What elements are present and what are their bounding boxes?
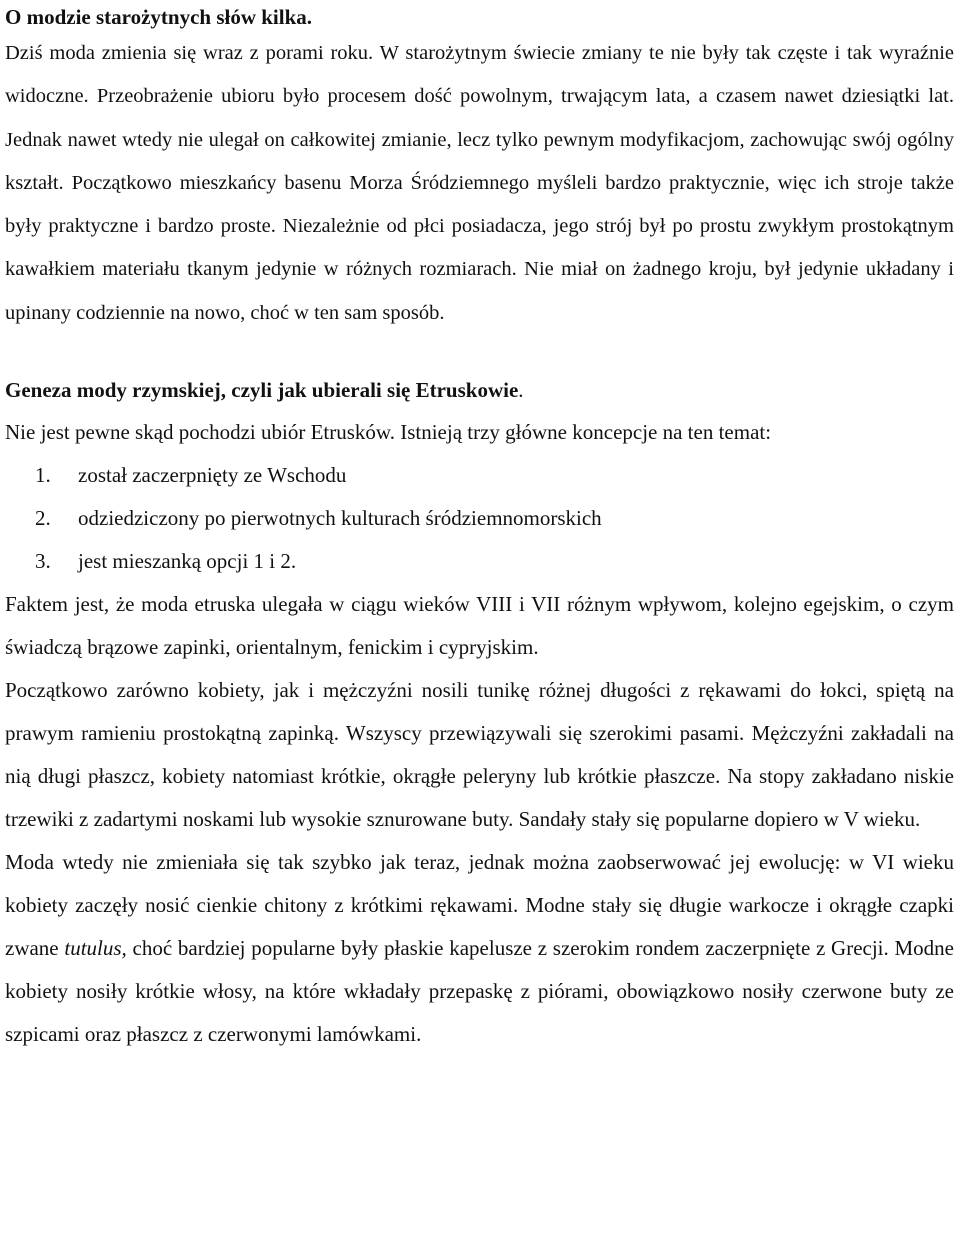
term-tutulus: tutulus,: [64, 936, 127, 961]
concepts-list: [5, 454, 954, 583]
list-item-number: 3.: [35, 549, 51, 574]
section1-title: O modzie starożytnych słów kilka.: [5, 5, 313, 29]
paragraph-clothing: Początkowo zarówno kobiety, jak i mężczyźni nosili tunikę różnej długości z rękawami do łokci, spiętą na prawym ramieniu prostokątną zapinką. Wszyscy przewiązywali się szerokimi pasami. Mężczyźni zakładali na nią długi płaszcz, kobiety natomiast krótkie, okrągłe peleryny lub krótkie płaszcze. Na stopy zakładano niskie trzewiki z zadartymi noskami lub wysokie sznurowane buty. Sandały stały się popularne dopiero w V wieku.: [5, 678, 954, 832]
section1-paragraph: Dziś moda zmienia się wraz z porami roku. W starożytnym świecie zmiany te nie były tak częste i tak wyraźnie widoczne. Przeobrażenie ubioru było procesem dość powolnym, trwającym lata, a czasem nawet dziesiątki lat. Jednak nawet wtedy nie ulegał on całkowitej zmianie, lecz tylko pewnym modyfikacjom, zachowując swój ogólny kształt. Początkowo mieszkańcy basenu Morza Śródziemnego myśleli bardzo praktycznie, więc ich stroje także były praktyczne i bardzo proste. Niezależnie od płci posiadacza, jego strój był po prostu zwykłym prostokątnym kawałkiem materiału tkanym jedynie w różnych rozmiarach. Nie miał on żadnego kroju, był jedynie układany i upinany codziennie na nowo, choć w ten sam sposób.: [5, 42, 954, 324]
section2-intro: Nie jest pewne skąd pochodzi ubiór Etrusków. Istnieją trzy główne koncepcje na ten temat:: [5, 420, 772, 445]
list-item-text: został zaczerpnięty ze Wschodu: [78, 463, 347, 488]
section2-title: [5, 369, 954, 411]
list-item: [5, 497, 954, 540]
list-item-text: jest mieszanką opcji 1 i 2.: [78, 549, 297, 574]
list-item: [5, 540, 954, 583]
list-item-number: 2.: [35, 506, 51, 531]
list-item-number: 1.: [35, 463, 51, 488]
list-item: [5, 454, 954, 497]
section2-title-text: Geneza mody rzymskiej, czyli jak ubierali się Etruskowie: [5, 378, 519, 403]
section2-title-suffix: .: [518, 378, 524, 403]
list-item-text: odziedziczony po pierwotnych kulturach śródziemnomorskich: [78, 506, 602, 531]
paragraph-evolution-part2: choć bardziej popularne były płaskie kapelusze z szerokim rondem zaczerpnięte z Grecji. Modne kobiety nosiły krótkie włosy, na które wkładały przepaskę z piórami, obowiązkowo nosiły czerwone buty ze szpicami oraz płaszcz z czerwonymi lamówkami.: [5, 936, 954, 1047]
paragraph-evolution: [5, 841, 954, 1056]
paragraph-influences: Faktem jest, że moda etruska ulegała w ciągu wieków VIII i VII różnym wpływom, kolejno egejskim, o czym świadczą brązowe zapinki, orientalnym, fenickim i cypryjskim.: [5, 592, 954, 660]
paragraph-evolution-part1: Moda wtedy nie zmieniała się tak szybko jak teraz, jednak można zaobserwować jej ewolucję: w VI wieku kobiety zaczęły nosić cienkie chitony z krótkimi rękawami. Modne stały się długie warkocze i okrągłe czapki zwane: [5, 850, 954, 961]
